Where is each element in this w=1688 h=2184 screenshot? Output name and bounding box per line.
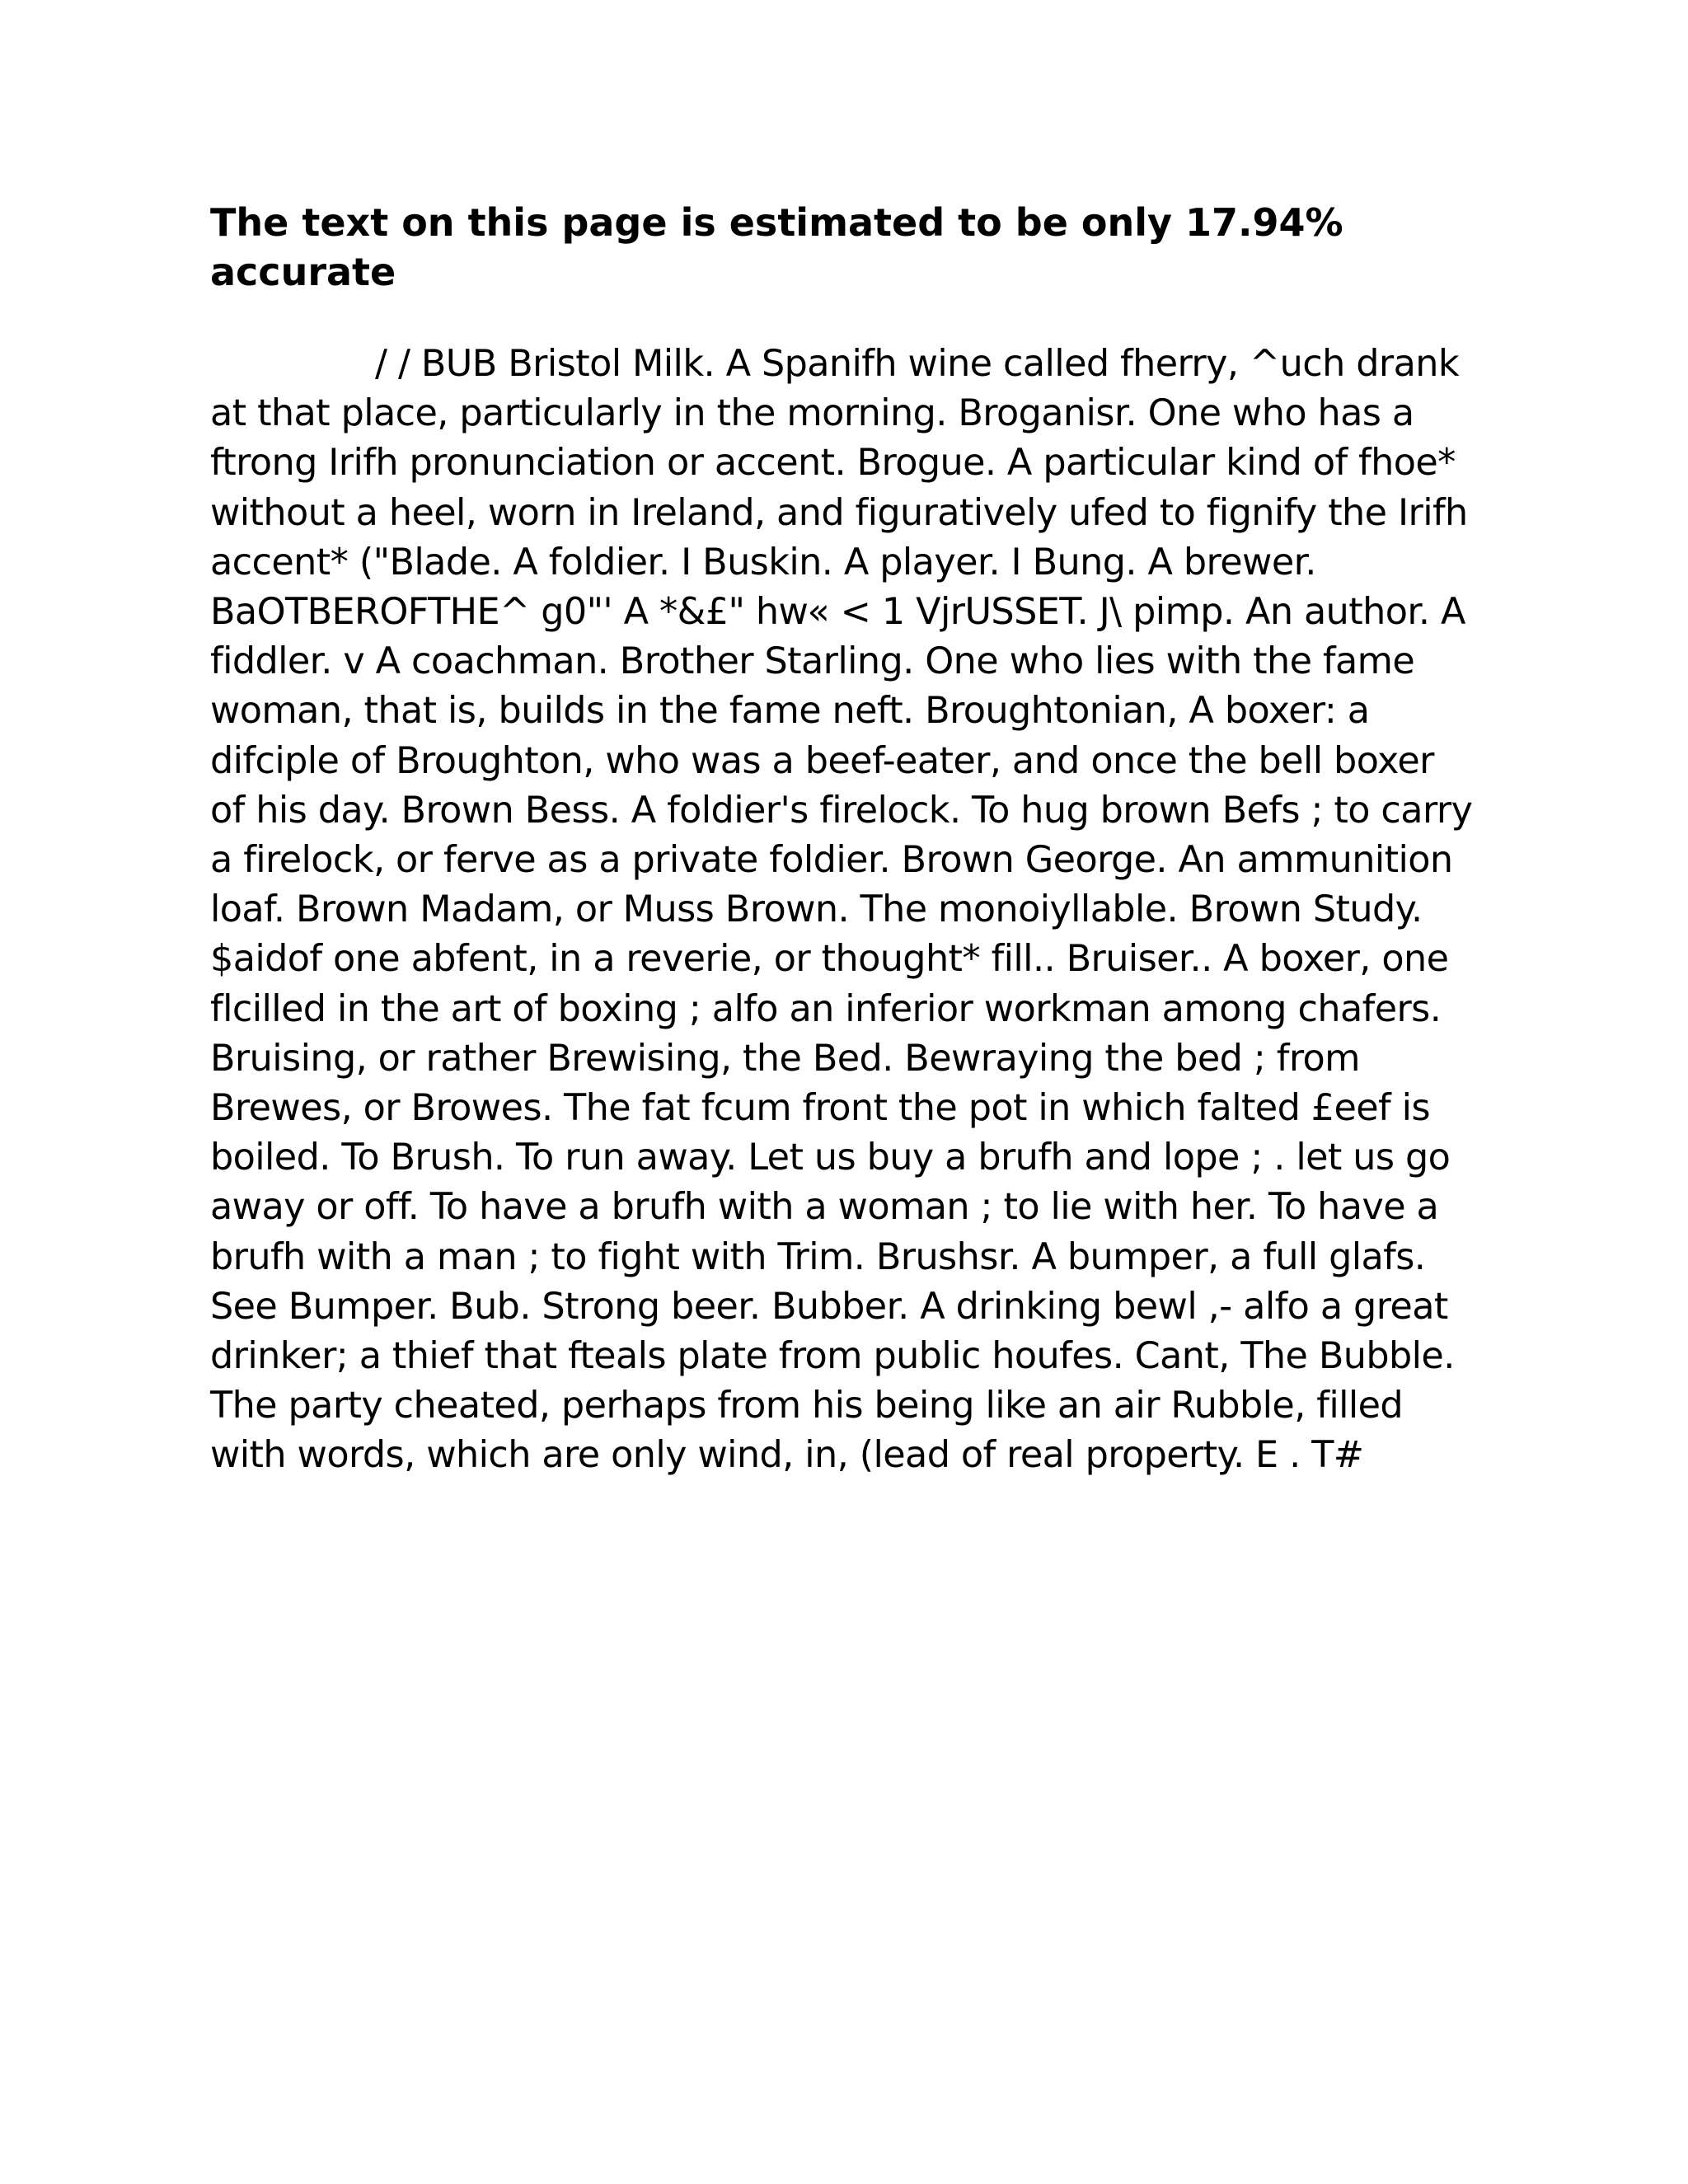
accuracy-heading: The text on this page is estimated to be only 17.94% accurate [210, 200, 1343, 294]
ocr-body-text: / / BUB Bristol Milk. A Spanifh wine called fherry, ^uch drank at that place, particularly in the morning. Broganisr. One who has a ftrong Irifh pronunciation or accent. Brogue. A particular kind of fhoe* without a heel, worn in Ireland, and figuratively ufed to fignify the Irifh accent* ("Blade. A foldier. I Buskin. A player. I Bung. A brewer. BaOTBEROFTHE^ g0"' A *&£" hw« < 1 VjrUSSET. J\ pimp. An author. A fiddler. v A coachman. Brother Starling. One who lies with the fame woman, that is, builds in the fame neft. Broughtonian, A boxer: a difciple of Broughton, who was a beef-eater, and once the bell boxer of his day. Brown Bess. A foldier's firelock. To hug brown Befs ; to carry a firelock, or ferve as a private foldier. Brown George. An ammunition loaf. Brown Madam, or Muss Brown. The monoiyllable. Brown Study. $aidof one abfent, in a reverie, or thought* fill.. Bruiser.. A boxer, one flcilled in the art of boxing ; alfo an inferior workman among chafers. Bruising, or rather Brewising, the Bed. Bewraying the bed ; from Brewes, or Browes. The fat fcum front the pot in which falted £eef is boiled. To Brush. To run away. Let us buy a brufh and lope ; . let us go away or off. To have a brufh with a woman ; to lie with her. To have a brufh with a man ; to fight with Trim. Brushsr. A bumper, a full glafs. See Bumper. Bub. Strong beer. Bubber. A drinking bewl ,- alfo a great drinker; a thief that fteals plate from public houfes. Cant, The Bubble. The party cheated, perhaps from his being like an air Rubble, filled with words, which are only wind, in, (lead of real property. E . T# [210, 343, 1473, 1477]
